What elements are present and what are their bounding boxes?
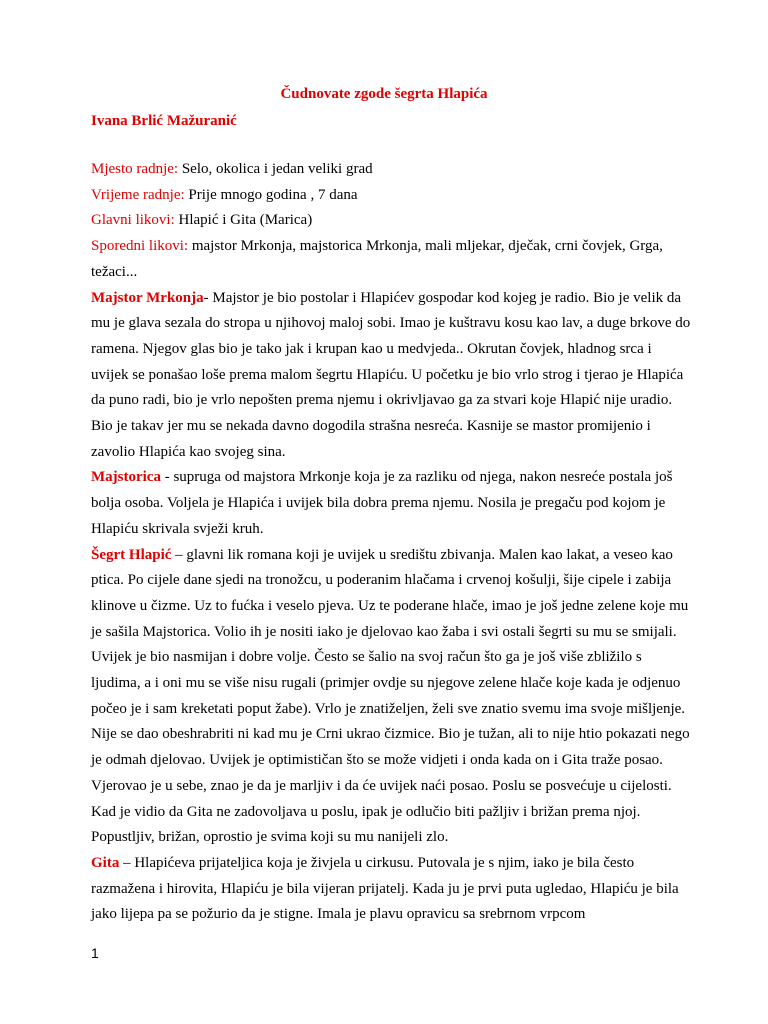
field-value: Hlapić i Gita (Marica) bbox=[174, 212, 313, 229]
character-name: Šegrt Hlapić bbox=[91, 546, 172, 563]
character-name: Majstor Mrkonja bbox=[91, 289, 204, 306]
field-label: Glavni likovi: bbox=[91, 212, 175, 229]
character-paragraph bbox=[91, 543, 691, 851]
character-paragraph bbox=[91, 465, 691, 542]
field-time bbox=[91, 183, 691, 209]
character-description: – Hlapićeva prijateljica koja je živjela u cirkusu. Putovala je s njim, iako je bila često razmažena i hirovita, Hlapiću je bila vijeran prijatelj. Kada ju je prvi puta ugledao, Hlapiću je bila jako lijepa pa se požurio da je stigne. Imala je plavu opravicu sa srebrnom vrpcom bbox=[91, 854, 679, 923]
field-label: Sporedni likovi: bbox=[91, 238, 189, 255]
field-label: Vrijeme radnje: bbox=[91, 186, 185, 203]
field-setting bbox=[91, 157, 691, 183]
document-author: Ivana Brlić Mažuranić bbox=[91, 113, 237, 129]
character-description: - supruga od majstora Mrkonje koja je za razliku od njega, nakon nesreće postala još bolja osoba. Voljela je Hlapića i uvijek bila dobra prema njemu. Nosila je pregaču pod kojom je Hlapiću skrivala svježi kruh. bbox=[91, 469, 673, 537]
field-value: Selo, okolica i jedan veliki grad bbox=[178, 161, 373, 177]
character-description: – glavni lik romana koji je uvijek u središtu zbivanja. Malen kao lakat, a veseo kao ptica. Po cijele dane sjedi na tronožcu, u poderanim hlačama i crvenoj košulji, šije cipele i zabija klinove u čizme. Uz to fućka i veselo pjeva. Uz te poderane hlače, imao je još jedne zelene koje mu je sašila Majstorica. Volio ih je nositi iako je djelovao kao žaba i svi ostali šegrti su mu se smijali. Uvijek je bio nasmijan i dobre volje. Često se šalio na svoj račun što ga je još više zbližilo s ljudima, a i oni mu se više nisu rugali (primjer ovdje su njegove zelene hlače koje kada je odjenuo počeo je i sam kreketati poput žabe). Vrlo je znatiželjen, želi sve znatio svemu ima svoje mišljenje. Nije se dao obeshrabriti ni kad mu je Crni ukrao čizmice. Bio je tužan, ali to nije htio pokazati nego je odmah djelovao. Uvijek je optimističan što se može vidjeti i onda kada on i Gita traže posao. Vjerovao je u sebe, znao je da je marljiv i da će uvijek naći posao. Poslu se posvećuje u cijelosti. Kad je vidio da Gita ne zadovoljava u poslu, ipak je odlučio biti pažljiv i brižan prema njoj. Popustljiv, brižan, oprostio je svima koji su mu nanijeli zlo. bbox=[91, 546, 690, 846]
character-name: Majstorica bbox=[91, 469, 161, 486]
field-main-characters bbox=[91, 208, 691, 234]
document-body bbox=[91, 157, 691, 928]
field-side-characters bbox=[91, 234, 691, 285]
character-description: - Majstor je bio postolar i Hlapićev gospodar kod kojeg je radio. Bio je velik da mu je glava sezala do stropa u njihovoj maloj sobi. Imao je kuštravu kosu kao lav, a duge brkove do ramena. Njegov glas bio je tako jak i krupan kao u medvjeda.. Okrutan čovjek, hladnog srca i uvijek se ponašao loše prema malom šegrtu Hlapiću. U početku je bio vrlo strog i tjerao je Hlapića da puno radi, bio je vrlo nepošten prema njemu i okrivljavao ga za stvari koje Hlapić nije uradio. Bio je takav jer mu se nekada davno dogodila strašna nesreća. Kasnije se mastor promijenio i zavolio Hlapića kao svojeg sina. bbox=[91, 289, 691, 460]
character-name: Gita bbox=[91, 854, 120, 871]
character-paragraph bbox=[91, 286, 691, 466]
field-value: majstor Mrkonja, majstorica Mrkonja, mali mljekar, dječak, crni čovjek, Grga, težaci... bbox=[91, 238, 663, 280]
page-number: 1 bbox=[91, 945, 99, 961]
document-title: Čudnovate zgode šegrta Hlapića bbox=[280, 86, 488, 102]
field-label: Mjesto radnje: bbox=[91, 161, 179, 177]
character-paragraph bbox=[91, 851, 691, 928]
field-value: Prije mnogo godina , 7 dana bbox=[184, 186, 358, 203]
